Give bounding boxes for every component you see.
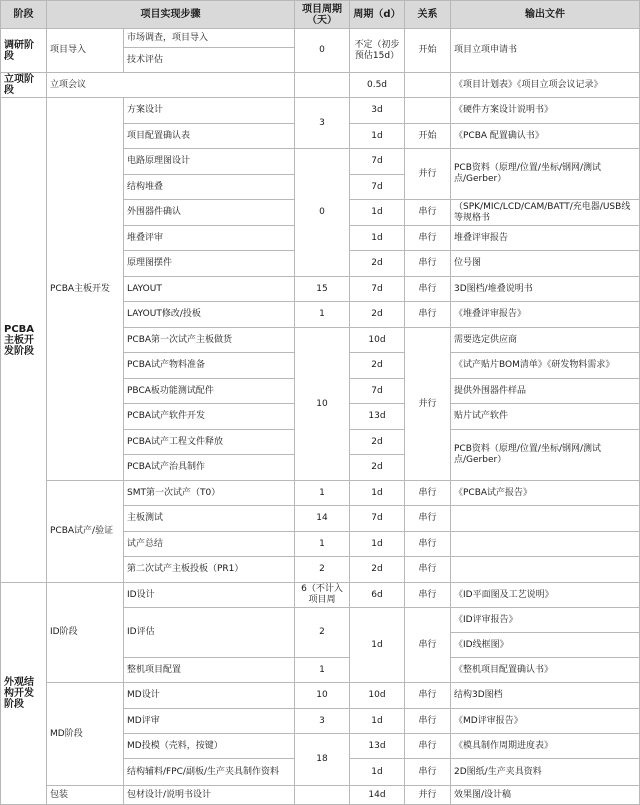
output-cell: 提供外围器件样品 — [451, 379, 640, 404]
period-cell: 2d — [350, 302, 405, 328]
step-cell: 第二次试产主板投板（PR1） — [124, 557, 295, 583]
relation-cell: 并行 — [405, 149, 451, 200]
step-cell: SMT第一次试产（T0） — [124, 481, 295, 506]
cycle-cell: 1 — [295, 481, 350, 506]
sub-stage: ID阶段 — [47, 583, 124, 683]
period-cell: 3d — [350, 98, 405, 124]
cycle-cell: 15 — [295, 277, 350, 302]
header-relation: 关系 — [405, 1, 451, 29]
output-cell: （SPK/MIC/LCD/CAM/BATT/充电器/USB线等规格书 — [451, 200, 640, 226]
step-cell: 技术评估 — [124, 48, 295, 73]
period-cell: 2d — [350, 455, 405, 481]
relation-cell: 串行 — [405, 277, 451, 302]
step-cell: 整机项目配置 — [124, 658, 295, 683]
stage-structure: 外观结构开发阶段 — [1, 583, 47, 805]
period-cell: 1d — [350, 124, 405, 149]
relation-cell: 串行 — [405, 583, 451, 608]
relation-cell: 串行 — [405, 226, 451, 251]
output-cell: 《试产贴片BOM清单》《研发物料需求》 — [451, 353, 640, 379]
sub-stage: 包装 — [47, 786, 124, 805]
stage-approval: 立项阶段 — [1, 73, 47, 98]
period-cell: 2d — [350, 251, 405, 277]
step-cell: PCBA试产物料准备 — [124, 353, 295, 379]
table-row — [1, 786, 640, 805]
period-cell: 10d — [350, 328, 405, 353]
step-cell: PCBA第一次试产主板做货 — [124, 328, 295, 353]
step-cell: MD投模（壳料，按键） — [124, 734, 295, 759]
period-cell: 7d — [350, 277, 405, 302]
output-cell: 贴片试产软件 — [451, 404, 640, 430]
output-cell: 《ID评审报告》 — [451, 608, 640, 633]
table-row — [1, 29, 640, 48]
header-cycle: 项目周期（天） — [295, 1, 350, 29]
header-output: 输出文件 — [451, 1, 640, 29]
sub-stage: 项目导入 — [47, 29, 124, 73]
step-cell: 项目配置确认表 — [124, 124, 295, 149]
step-cell: 市场调查，项目导入 — [124, 29, 295, 48]
step-cell: 原理图摆件 — [124, 251, 295, 277]
header-stage: 阶段 — [1, 1, 47, 29]
period-cell: 6d — [350, 583, 405, 608]
cycle-cell: 6（不计入项目周 — [295, 583, 350, 608]
output-cell — [451, 557, 640, 583]
step-cell: LAYOUT修改/投板 — [124, 302, 295, 328]
output-cell: 《PCBA 配置确认书》 — [451, 124, 640, 149]
relation-cell — [405, 98, 451, 124]
cycle-cell: 1 — [295, 532, 350, 557]
step-cell: PCBA试产软件开发 — [124, 404, 295, 430]
period-cell: 1d — [350, 709, 405, 734]
period-cell: 7d — [350, 175, 405, 200]
step-cell: PCBA试产工程文件释放 — [124, 430, 295, 455]
sub-stage: MD阶段 — [47, 683, 124, 786]
sub-stage: PCBA主板开发 — [47, 98, 124, 481]
period-cell: 7d — [350, 506, 405, 532]
relation-cell: 并行 — [405, 328, 451, 481]
period-cell: 7d — [350, 379, 405, 404]
step-cell: 方案设计 — [124, 98, 295, 124]
relation-cell — [405, 73, 451, 98]
output-cell: 《堆叠评审报告》 — [451, 302, 640, 328]
header-period: 周期（d） — [350, 1, 405, 29]
table-row — [1, 98, 640, 124]
period-cell: 2d — [350, 557, 405, 583]
output-cell: 堆叠评审报告 — [451, 226, 640, 251]
output-cell: 3D图档/堆叠说明书 — [451, 277, 640, 302]
table-row — [1, 481, 640, 506]
period-cell: 14d — [350, 786, 405, 805]
step-cell: ID设计 — [124, 583, 295, 608]
output-cell — [451, 532, 640, 557]
relation-cell: 串行 — [405, 481, 451, 506]
step-cell: 堆叠评审 — [124, 226, 295, 251]
output-cell: 2D图纸/生产夹具资料 — [451, 759, 640, 786]
period-cell: 2d — [350, 353, 405, 379]
step-cell: 结构堆叠 — [124, 175, 295, 200]
step-cell: 包材设计/说明书设计 — [124, 786, 295, 805]
output-cell: 《PCBA试产报告》 — [451, 481, 640, 506]
cycle-cell: 0 — [295, 29, 350, 73]
step-cell: 外围器件确认 — [124, 200, 295, 226]
relation-cell: 串行 — [405, 251, 451, 277]
relation-cell: 串行 — [405, 683, 451, 709]
output-cell: 效果图/设计稿 — [451, 786, 640, 805]
table-row — [1, 583, 640, 608]
period-cell: 2d — [350, 430, 405, 455]
output-cell — [451, 506, 640, 532]
cycle-cell: 14 — [295, 506, 350, 532]
period-cell: 10d — [350, 683, 405, 709]
relation-cell: 串行 — [405, 532, 451, 557]
period-cell: 不定（初步预估15d） — [350, 29, 405, 73]
step-cell: ID评估 — [124, 608, 295, 658]
stage-research: 调研阶段 — [1, 29, 47, 73]
period-cell: 13d — [350, 404, 405, 430]
cycle-cell: 3 — [295, 709, 350, 734]
relation-cell: 开始 — [405, 124, 451, 149]
output-cell: 项目立项申请书 — [451, 29, 640, 73]
output-cell: PCB资料（原理/位置/坐标/钢网/测试点/Gerber） — [451, 430, 640, 481]
cycle-cell — [295, 786, 350, 805]
sub-stage: 立项会议 — [47, 73, 295, 98]
period-cell: 1d — [350, 608, 405, 683]
step-cell: PBCA板功能测试配件 — [124, 379, 295, 404]
relation-cell: 串行 — [405, 506, 451, 532]
period-cell: 1d — [350, 481, 405, 506]
cycle-cell: 2 — [295, 557, 350, 583]
relation-cell: 串行 — [405, 608, 451, 683]
output-cell: 《硬件方案设计说明书》 — [451, 98, 640, 124]
output-cell: 《ID平面图及工艺说明》 — [451, 583, 640, 608]
relation-cell: 并行 — [405, 786, 451, 805]
relation-cell: 串行 — [405, 302, 451, 328]
relation-cell: 开始 — [405, 29, 451, 73]
output-cell: 《整机项目配置确认书》 — [451, 658, 640, 683]
output-cell: 《项目计划表》《项目立项会议记录》 — [451, 73, 640, 98]
header-row — [1, 1, 640, 29]
stage-pcba: PCBA主板开发阶段 — [1, 98, 47, 583]
period-cell: 1d — [350, 226, 405, 251]
cycle-cell — [295, 73, 350, 98]
period-cell: 1d — [350, 759, 405, 786]
cycle-cell: 1 — [295, 658, 350, 683]
cycle-cell: 18 — [295, 734, 350, 786]
relation-cell: 串行 — [405, 557, 451, 583]
step-cell: 试产总结 — [124, 532, 295, 557]
output-cell: PCB资料（原理/位置/坐标/钢网/测试点/Gerber） — [451, 149, 640, 200]
cycle-cell: 2 — [295, 608, 350, 658]
relation-cell: 串行 — [405, 734, 451, 759]
period-cell: 0.5d — [350, 73, 405, 98]
table-row — [1, 73, 640, 98]
relation-cell: 串行 — [405, 709, 451, 734]
output-cell: 需要选定供应商 — [451, 328, 640, 353]
cycle-cell: 10 — [295, 328, 350, 481]
step-cell: 电路原理图设计 — [124, 149, 295, 175]
output-cell: 结构3D图档 — [451, 683, 640, 709]
output-cell: 《MD评审报告》 — [451, 709, 640, 734]
step-cell: MD设计 — [124, 683, 295, 709]
relation-cell: 串行 — [405, 200, 451, 226]
cycle-cell: 0 — [295, 149, 350, 277]
cycle-cell: 3 — [295, 98, 350, 149]
cycle-cell: 1 — [295, 302, 350, 328]
period-cell: 7d — [350, 149, 405, 175]
step-cell: MD评审 — [124, 709, 295, 734]
step-cell: 结构辅料/FPC/副板/生产夹具制作资料 — [124, 759, 295, 786]
period-cell: 1d — [350, 532, 405, 557]
step-cell: PCBA试产治具制作 — [124, 455, 295, 481]
table-row — [1, 683, 640, 709]
relation-cell: 串行 — [405, 759, 451, 786]
step-cell: 主板测试 — [124, 506, 295, 532]
step-cell: LAYOUT — [124, 277, 295, 302]
cycle-cell: 10 — [295, 683, 350, 709]
output-cell: 位号图 — [451, 251, 640, 277]
output-cell: 《模具制作周期进度表》 — [451, 734, 640, 759]
period-cell: 1d — [350, 200, 405, 226]
period-cell: 13d — [350, 734, 405, 759]
header-steps: 项目实现步骤 — [47, 1, 295, 29]
sub-stage: PCBA试产/验证 — [47, 481, 124, 583]
output-cell: 《ID线框图》 — [451, 633, 640, 658]
